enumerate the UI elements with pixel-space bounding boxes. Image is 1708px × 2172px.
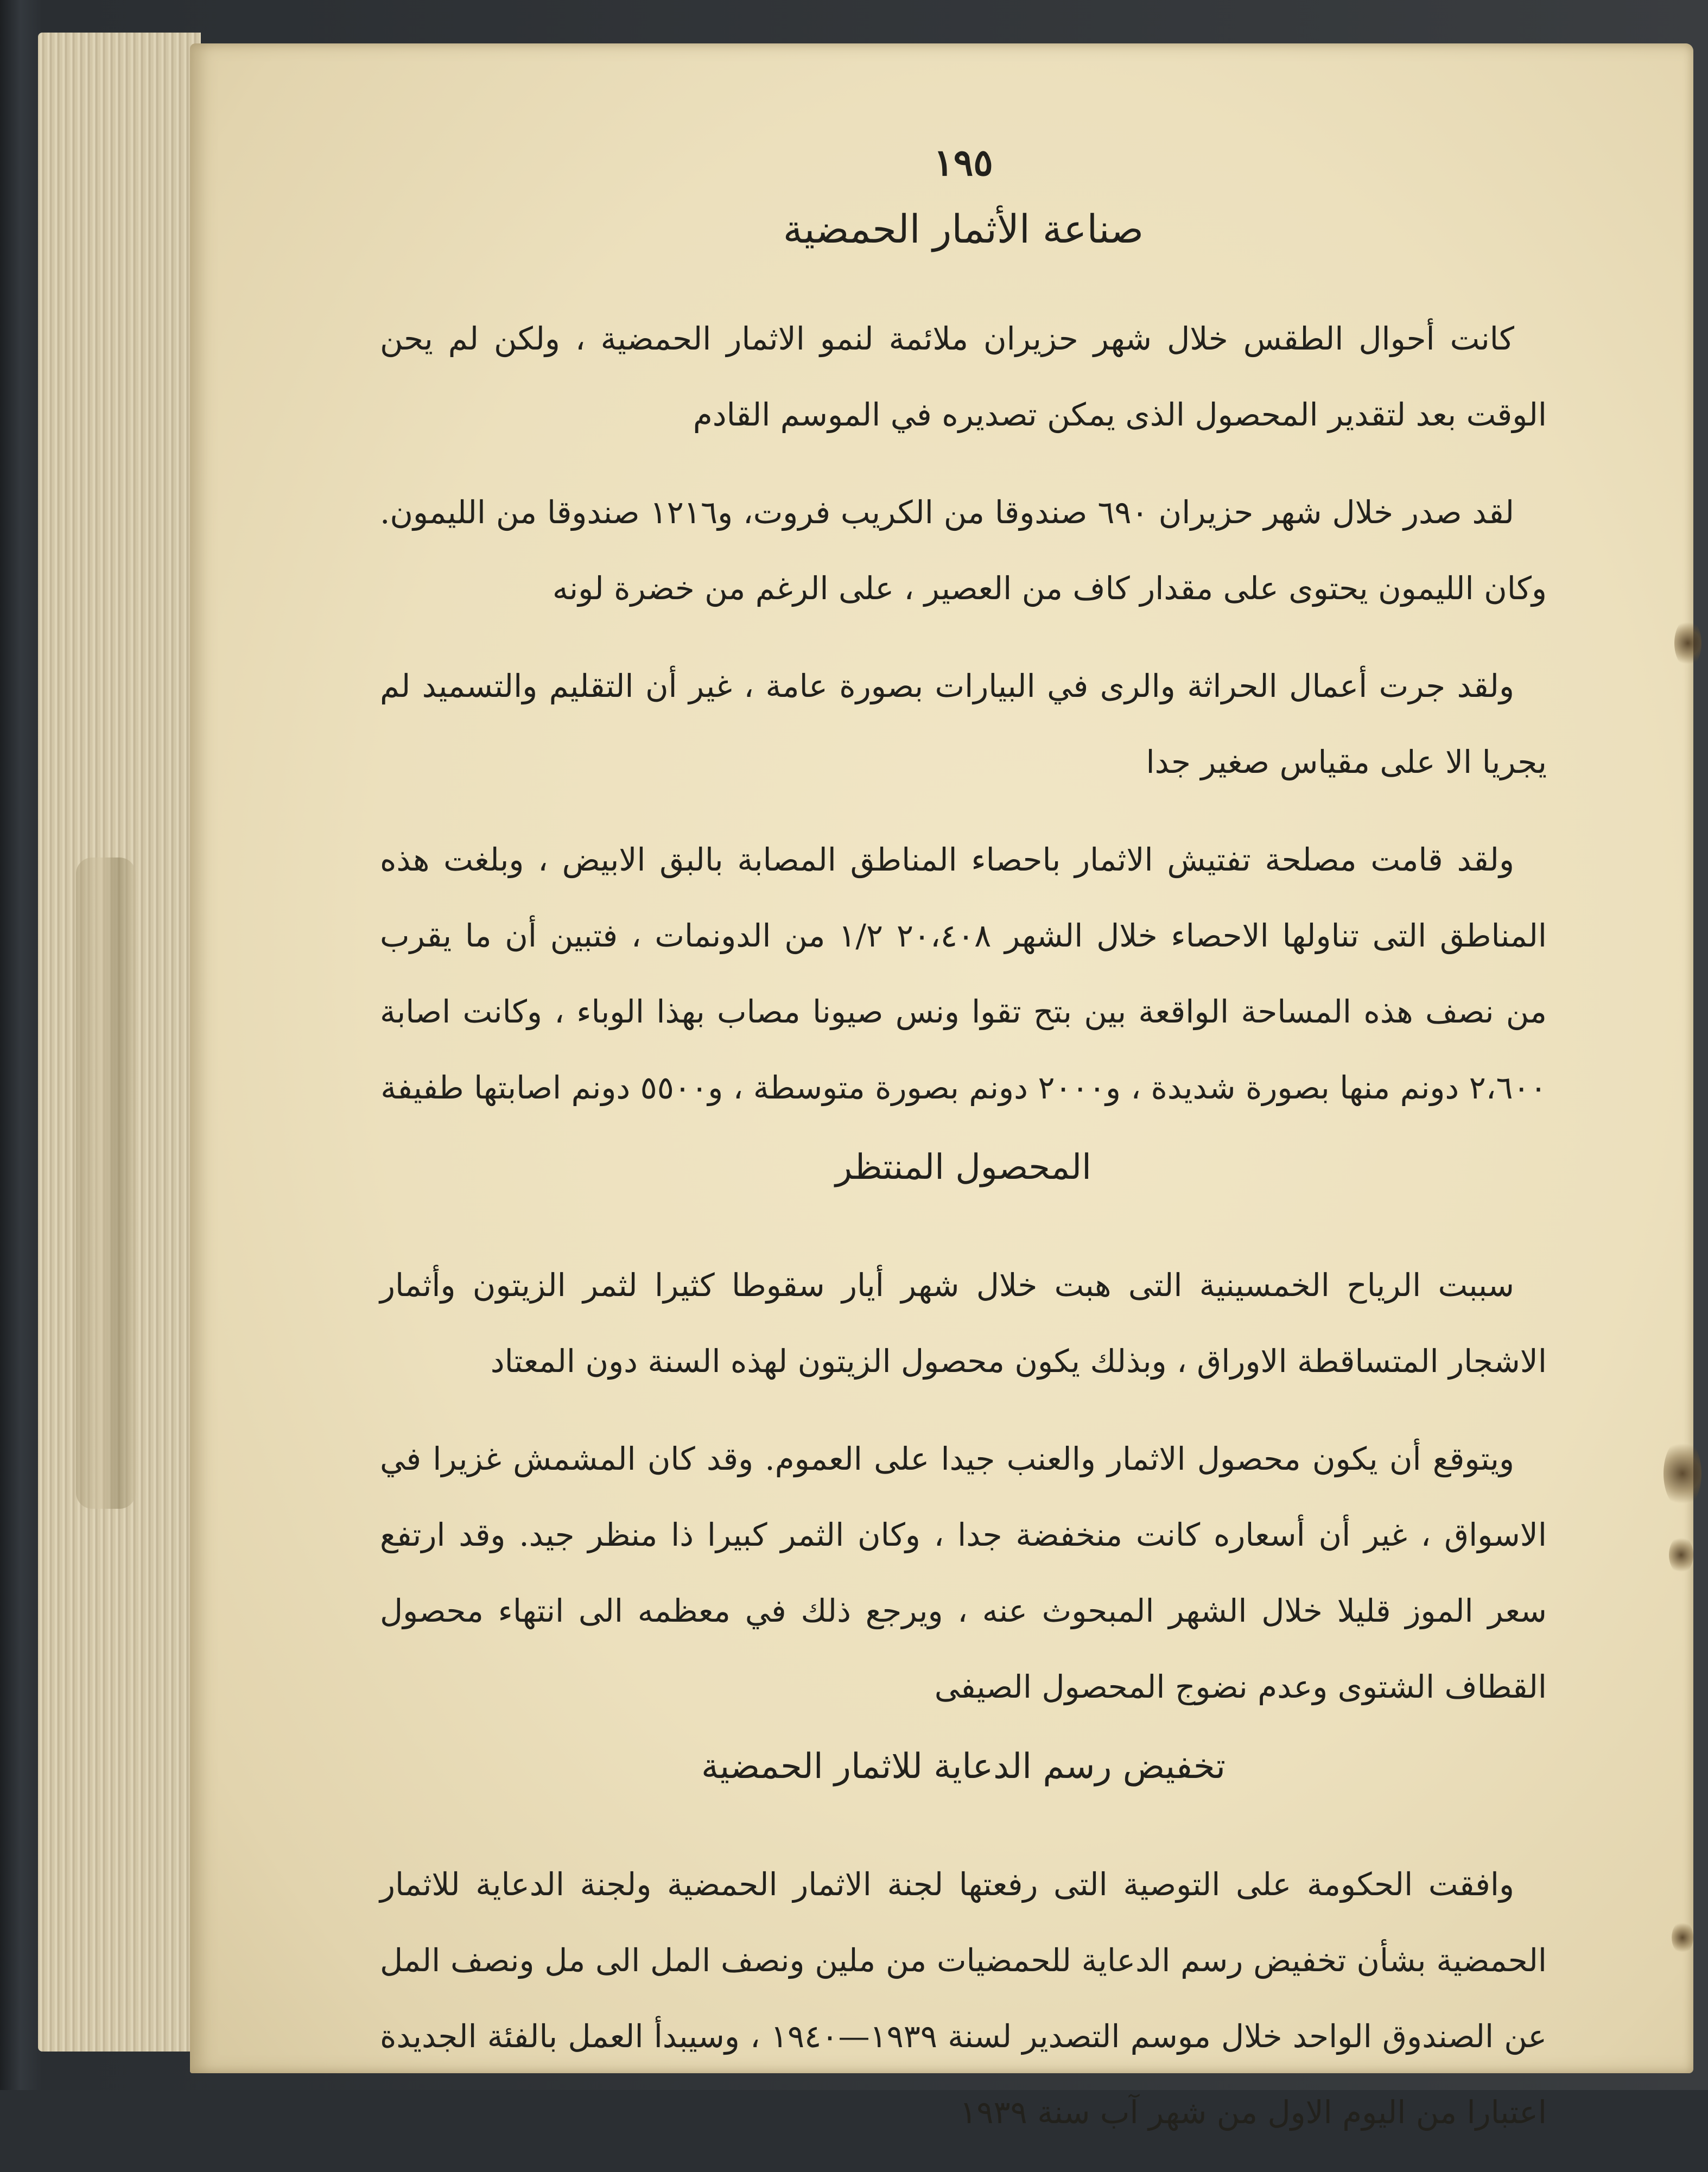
stain-mark [1672,1921,1693,1954]
section-heading: تخفيض رسم الدعاية للاثمار الحمضية [701,1747,1226,1787]
paragraph: لقد صدر خلال شهر حزيران ٦٩٠ صندوقا من الكريب فروت، و١٢١٦ صندوقا من الليمون. وكان الليمون يحتوى على مقدار كاف من العصير ، على الرغم من خضرة لونه [380,494,1547,607]
page-number: ١٩٥ [934,141,993,185]
paragraph: كانت أحوال الطقس خلال شهر حزيران ملائمة لنمو الاثمار الحمضية ، ولكن لم يحن الوقت بعد لتقدير المحصول الذى يمكن تصديره في الموسم القادم [380,320,1547,433]
stain-mark [1674,619,1701,668]
torn-page-edge [76,858,136,1509]
stain-mark [1669,1536,1693,1574]
page-content [380,141,1547,2172]
page-title: صناعة الأثمار الحمضية [783,206,1144,252]
paragraph: وافقت الحكومة على التوصية التى رفعتها لجنة الاثمار الحمضية ولجنة الدعاية للاثمار الحمضية بشأن تخفيض رسم الدعاية للحمضيات من ملين ونصف المل الى مل ونصف المل عن الصندوق الواحد خلال موسم التصدير لسنة ١٩٣٩—١٩٤٠ ، وسيبدأ العمل بالفئة الجديدة اعتبارا من اليوم الاول من شهر آب سنة ١٩٣٩ [380,1866,1547,2131]
section-heading: المحصول المنتظر [835,1147,1091,1187]
paragraph: سببت الرياح الخمسينية التى هبت خلال شهر أيار سقوطا كثيرا لثمر الزيتون وأثمار الاشجار المتساقطة الاوراق ، وبذلك يكون محصول الزيتون لهذه السنة دون المعتاد [380,1267,1547,1380]
stain-mark [1663,1438,1701,1509]
paragraph: ولقد جرت أعمال الحراثة والرى في البيارات بصورة عامة ، غير أن التقليم والتسميد لم يجريا الا على مقياس صغير جدا [380,668,1547,780]
paragraph: ولقد قامت مصلحة تفتيش الاثمار باحصاء المناطق المصابة بالبق الابيض ، وبلغت هذه المناطق التى تناولها الاحصاء خلال الشهر ٢٠،٤٠٨ ١/٢ من الدونمات ، فتبين أن ما يقرب من نصف هذه المساحة الواقعة بين بتح تقوا ونس صيونا مصاب بهذا الوباء ، وكانت اصابة ٢،٦٠٠ دونم منها بصورة شديدة ، و٢٠٠٠ دونم بصورة متوسطة ، و٥٥٠٠ دونم اصابتها طفيفة [380,841,1547,1106]
paragraph: ويتوقع أن يكون محصول الاثمار والعنب جيدا على العموم. وقد كان المشمش غزيرا في الاسواق ، غير أن أسعاره كانت منخفضة جدا ، وكان الثمر كبيرا ذا منظر جيد. وقد ارتفع سعر الموز قليلا خلال الشهر المبحوث عنه ، ويرجع ذلك في معظمه الى انتهاء محصول القطاف الشتوى وعدم نضوج المحصول الصيفى [380,1440,1547,1705]
